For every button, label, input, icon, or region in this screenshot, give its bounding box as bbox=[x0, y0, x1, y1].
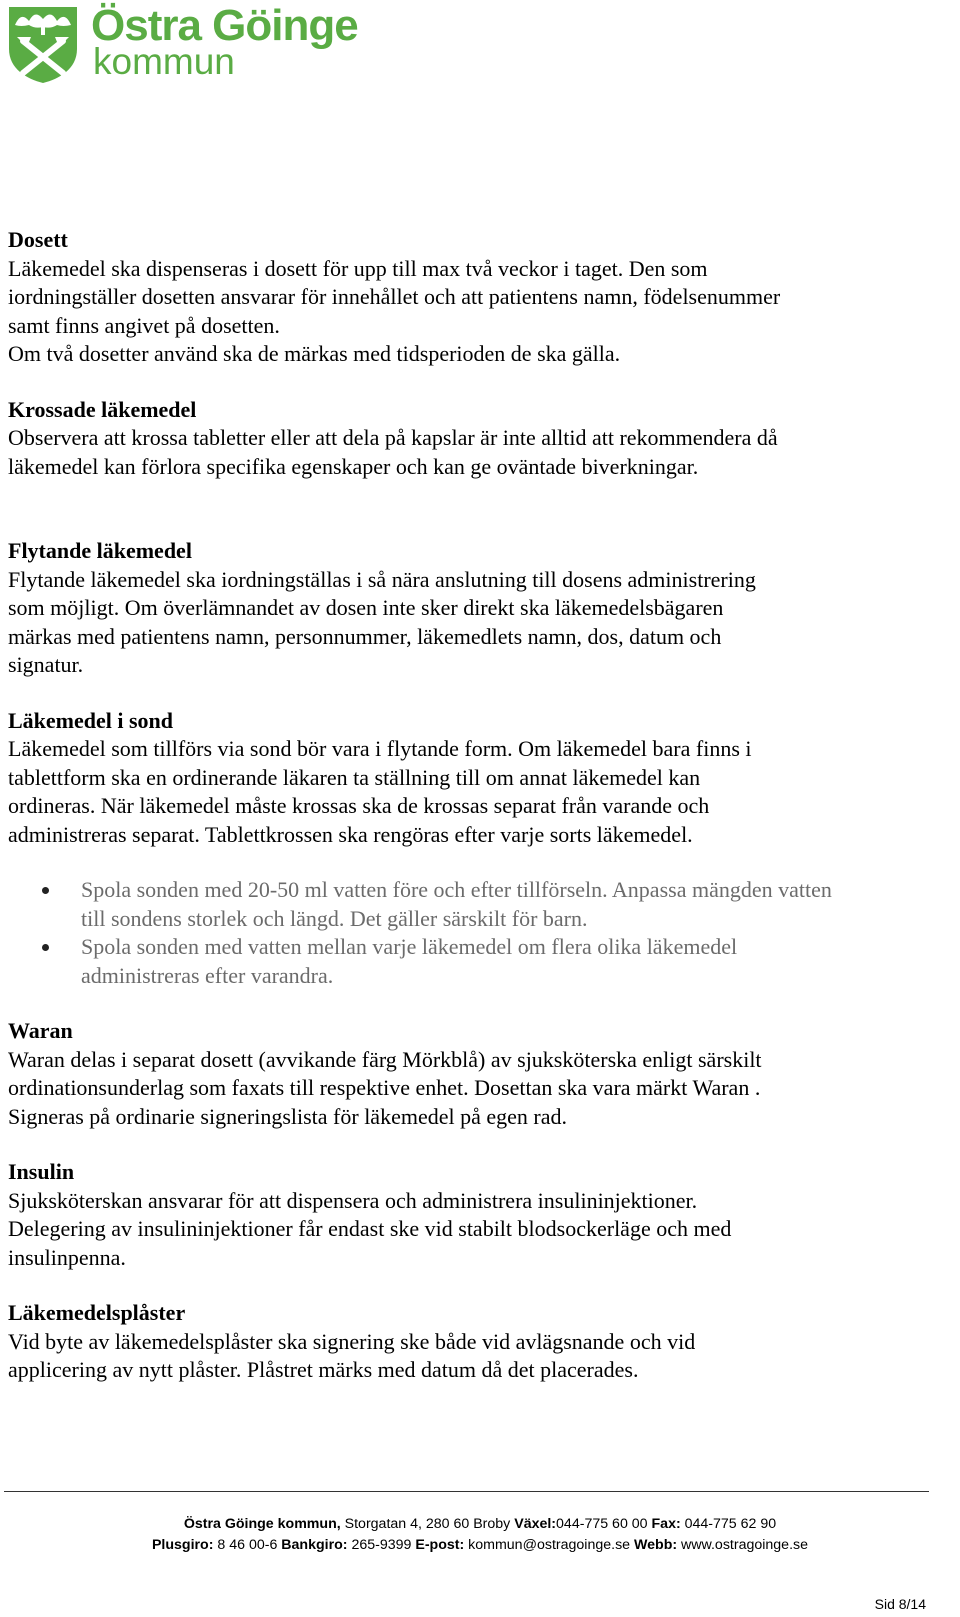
paragraph-line: Sjuksköterskan ansvarar för att dispensera och administrera insulininjektioner. bbox=[8, 1187, 698, 1213]
footer-address: Storgatan 4, 280 60 Broby bbox=[340, 1516, 515, 1532]
paragraph-line: administreras separat. Tablettkrossen ska rengöras efter varje sorts läkemedel. bbox=[8, 821, 693, 847]
section-heading: Läkemedelsplåster bbox=[8, 1300, 186, 1325]
footer-line-2 bbox=[0, 1535, 960, 1556]
footer-switch-value: 044-775 60 00 bbox=[556, 1516, 652, 1532]
footer-web-value: www.ostragoinge.se bbox=[677, 1537, 809, 1553]
logo-text-line2: kommun bbox=[93, 41, 235, 82]
footer-email-value: kommun@ostragoinge.se bbox=[464, 1537, 634, 1553]
list-item bbox=[8, 876, 938, 933]
footer-email-label: E-post: bbox=[415, 1537, 465, 1553]
footer-divider bbox=[4, 1491, 929, 1492]
footer-plusgiro-label: Plusgiro: bbox=[151, 1537, 214, 1553]
paragraph-line: Vid byte av läkemedelsplåster ska signering ske både vid avlägsnande och vid bbox=[8, 1328, 696, 1354]
paragraph-line: tablettform ska en ordinerande läkaren ta ställning till om annat läkemedel kan bbox=[8, 764, 701, 790]
section-insulin bbox=[8, 1158, 938, 1272]
footer-org-name: Östra Göinge kommun, bbox=[183, 1516, 341, 1532]
footer-web-label: Webb: bbox=[634, 1537, 678, 1553]
footer-plusgiro-value: 8 46 00-6 bbox=[213, 1537, 282, 1553]
paragraph-line: som möjligt. Om överlämnandet av dosen inte sker direkt ska läkemedelsbägaren bbox=[8, 595, 724, 620]
paragraph-line: insulinpenna. bbox=[8, 1244, 126, 1270]
footer-bankgiro-value: 265-9399 bbox=[347, 1537, 416, 1553]
bullet-icon bbox=[42, 944, 49, 951]
list-item bbox=[8, 933, 938, 990]
paragraph-line: Läkemedel som tillförs via sond bör vara i flytande form. Om läkemedel bara finns i bbox=[8, 736, 752, 761]
document-body bbox=[8, 226, 938, 1385]
bullet-icon bbox=[42, 887, 49, 894]
paragraph-line: Flytande läkemedel ska iordningställas i så nära anslutning till dosens administrering bbox=[8, 566, 756, 592]
paragraph-line: Signeras på ordinarie signeringslista för läkemedel på egen rad. bbox=[8, 1103, 567, 1129]
paragraph-line: märkas med patientens namn, personnummer, läkemedlets namn, dos, datum och bbox=[8, 623, 722, 649]
section-lakemedel-i-sond bbox=[8, 707, 938, 991]
section-heading: Dosett bbox=[8, 227, 68, 252]
paragraph-line: Läkemedel ska dispenseras i dosett för upp till max två veckor i taget. Den som bbox=[8, 255, 708, 281]
section-flytande-lakemedel bbox=[8, 537, 938, 680]
footer-line-1 bbox=[0, 1514, 960, 1535]
paragraph-line: applicering av nytt plåster. Plåstret märks med datum då det placerades. bbox=[8, 1357, 639, 1382]
paragraph-line: Observera att krossa tabletter eller att dela på kapslar är inte alltid att rekommendera då bbox=[8, 425, 778, 450]
footer-bankgiro-label: Bankgiro: bbox=[281, 1537, 348, 1553]
municipality-logo bbox=[7, 1, 358, 87]
footer-fax-label: Fax: bbox=[651, 1516, 681, 1532]
section-krossade-lakemedel bbox=[8, 396, 938, 482]
section-lakemedelsplaster bbox=[8, 1299, 938, 1385]
paragraph-line: ordineras. När läkemedel måste krossas ska de krossas separat från varande och bbox=[8, 793, 710, 818]
section-heading: Läkemedel i sond bbox=[8, 707, 174, 733]
section-waran bbox=[8, 1017, 938, 1131]
page-footer bbox=[0, 1514, 960, 1556]
bullet-line: administreras efter varandra. bbox=[81, 962, 334, 988]
coat-of-arms-icon bbox=[7, 5, 79, 85]
section-heading: Krossade läkemedel bbox=[8, 396, 197, 422]
bullet-line: till sondens storlek och längd. Det gäller särskilt för barn. bbox=[81, 905, 588, 931]
section-dosett bbox=[8, 226, 938, 369]
paragraph-line: läkemedel kan förlora specifika egenskaper och kan ge oväntade biverkningar. bbox=[8, 453, 699, 479]
page-number: Sid 8/14 bbox=[874, 1596, 926, 1612]
paragraph-line: Delegering av insulininjektioner får endast ske vid stabilt blodsockerläge och med bbox=[8, 1216, 732, 1241]
section-heading: Flytande läkemedel bbox=[8, 538, 192, 563]
section-heading: Waran bbox=[8, 1018, 73, 1043]
paragraph-line: iordningställer dosetten ansvarar för innehållet och att patientens namn, födelsenummer bbox=[8, 284, 781, 309]
logo-text-line1: Östra Göinge bbox=[91, 1, 358, 50]
section-heading: Insulin bbox=[8, 1159, 75, 1184]
bullet-list bbox=[8, 876, 938, 990]
paragraph-line: signatur. bbox=[8, 652, 84, 677]
footer-fax-value: 044-775 62 90 bbox=[680, 1516, 777, 1532]
paragraph-line: samt finns angivet på dosetten. bbox=[8, 312, 280, 338]
footer-switch-label: Växel: bbox=[514, 1516, 557, 1532]
bullet-line: Spola sonden med vatten mellan varje läkemedel om flera olika läkemedel bbox=[81, 934, 738, 959]
paragraph-line: ordinationsunderlag som faxats till respektive enhet. Dosettan ska vara märkt Waran . bbox=[8, 1075, 761, 1100]
bullet-line: Spola sonden med 20-50 ml vatten före och efter tillförseln. Anpassa mängden vatten bbox=[81, 877, 832, 902]
paragraph-line: Om två dosetter använd ska de märkas med tidsperioden de ska gälla. bbox=[8, 341, 621, 366]
paragraph-line: Waran delas i separat dosett (avvikande färg Mörkblå) av sjuksköterska enligt särskilt bbox=[8, 1046, 762, 1072]
